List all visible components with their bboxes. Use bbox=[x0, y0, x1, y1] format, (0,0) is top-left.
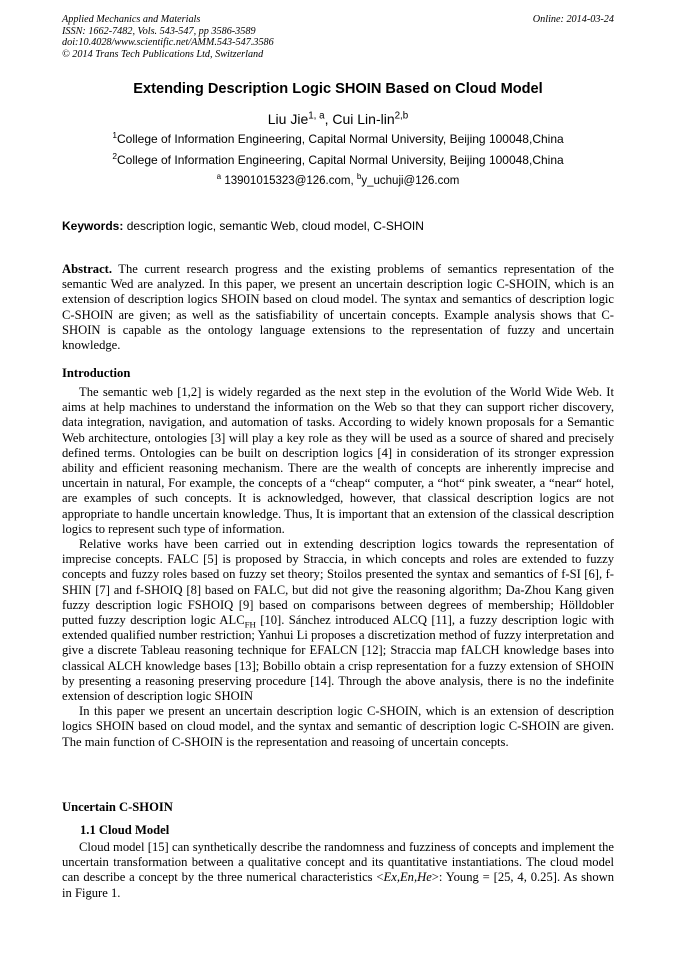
journal-header bbox=[62, 14, 614, 60]
email-a-sup: a bbox=[216, 172, 222, 182]
intro-p2-part-a: Relative works have been carried out in extending description logics towards the representation of imprecise concepts. FALC [5] is proposed by Straccia, in which concepts and roles are extended to fuzzy concepts and fuzzy roles based on fuzzy set theory; Stoilos presented the syntax and semantics of f-SI [6], f-SHIN [7] and f-SHOIQ [8] based on FALC, but did not give the reasoning algorithm; Da-Zhou Kang given fuzzy description logic FSHOIQ [9] based on comparisons between degrees of membership; Hölldobler putted fuzzy description logic ALC bbox=[62, 537, 614, 628]
doi-line: doi:10.4028/www.scientific.net/AMM.543-547.3586 bbox=[62, 37, 274, 49]
cloud-model-body bbox=[62, 840, 614, 901]
author-2: Cui Lin-lin bbox=[332, 111, 395, 127]
online-date: Online: 2014-03-24 bbox=[532, 14, 614, 25]
cloud-p-part-b: >: Young = [25, 4, 0.25]. As shown in Figure 1. bbox=[62, 870, 615, 900]
subsection-heading: 1.1 Cloud Model bbox=[80, 823, 170, 837]
intro-p2-sub: FH bbox=[244, 619, 256, 630]
abstract-label: Abstract. bbox=[62, 262, 113, 276]
intro-paragraph-3: In this paper we present an uncertain description logic C-SHOIN, which is an extension of description logics SHOIN based on cloud model, and the syntax and semantic of description logic C-SHOIN are given. The main function of C-SHOIN is the representation and reasoing of uncertain concepts. bbox=[62, 704, 614, 749]
intro-paragraph-1: The semantic web [1,2] is widely regarded as the next step in the evolution of the World Wide Web. It aims at help machines to understand the information on the Web so that they can support richer discovery, data integration, navigation, and automation of tasks. According to widely known proposals for a Semantic Web architecture, ontologies [3] will play a key role as they will be used as a source of shared and precisely defined terms. Ontologies can be built on description logics [4] in consideration of its stronger expression ability and efficient reasoning mechanism. There are the wealth of concepts are inherently imprecise and uncertain in natural, For example, the concepts of a “cheap“ computer, a “hot“ pink sweater, a “near“ hotel, are examples of such concepts. It is acknowledged, however, that classical description logics are not appropriate to handle uncertain knowledge. Thus, It is important that an extension of the classical description logics to represent such type of information. bbox=[62, 385, 614, 536]
author-separator: , bbox=[324, 111, 333, 127]
author-1-sup: 1, a bbox=[308, 110, 325, 122]
author-2-sup: 2,b bbox=[394, 110, 409, 122]
issn-line: ISSN: 1662-7482, Vols. 543-547, pp 3586-3589 bbox=[62, 25, 256, 37]
intro-p2-part-b: [10]. Sánchez introduced ALCQ [11], a fuzzy description logic with extended qualified number restriction; Yanhui Li proposes a discretization method of fuzzy interpretation and give a discrete Tableau reasoning technique for EFALCN [12]; Straccia map fALCH knowledge bases into classical ALCH knowledge bases [13]; Bobillo obtain a crisp representation for a fuzzy extension of SHOIN by presenting a reasoning preserving procedure [14]. Through the above analysis, there is no the indefinite extension of description logic SHOIN bbox=[62, 613, 615, 704]
affiliation-2 bbox=[62, 153, 614, 167]
section-heading: Uncertain C-SHOIN bbox=[62, 800, 173, 814]
author-line bbox=[62, 111, 614, 127]
paper-title: Extending Description Logic SHOIN Based on Cloud Model bbox=[133, 81, 543, 97]
cloud-model-paragraph bbox=[62, 840, 614, 901]
copyright-line: © 2014 Trans Tech Publications Ltd, Switzerland bbox=[62, 48, 264, 60]
email-b-sup: b bbox=[356, 172, 362, 182]
author-1: Liu Jie bbox=[267, 111, 309, 127]
affiliation-1-text: College of Information Engineering, Capital Normal University, Beijing 100048,China bbox=[116, 132, 564, 146]
affiliation-1-sup: 1 bbox=[112, 130, 117, 140]
affiliation-2-text: College of Information Engineering, Capital Normal University, Beijing 100048,China bbox=[116, 153, 564, 167]
keywords bbox=[62, 219, 614, 233]
email-b: y_uchuji@126.com bbox=[361, 175, 460, 187]
introduction-heading: Introduction bbox=[62, 366, 131, 380]
keywords-label: Keywords: bbox=[62, 219, 124, 233]
introduction-body bbox=[62, 385, 614, 750]
intro-paragraph-2 bbox=[62, 537, 614, 704]
email-a: 13901015323@126.com, bbox=[221, 175, 357, 187]
abstract bbox=[62, 262, 614, 353]
email-line bbox=[62, 172, 614, 187]
affiliation-1 bbox=[62, 132, 614, 146]
abstract-text: The current research progress and the existing problems of semantics representation of the semantic Wed are analyzed. In this paper, we present an uncertain description logic C-SHOIN, which is an extension of description logics SHOIN based on cloud model. The syntax and semantics of description logic C-SHOIN are given; as well as the satisfiability of uncertain concepts. Example analysis shows that C-SHOIN is capable as the ontology language extensions to the representation of fuzzy and uncertain knowledge. bbox=[62, 262, 614, 353]
cloud-p-italic: Ex,En,He bbox=[383, 870, 432, 885]
keywords-text: description logic, semantic Web, cloud model, C-SHOIN bbox=[123, 219, 424, 233]
cloud-p-part-a: Cloud model [15] can synthetically describe the randomness and fuzziness of concepts and implement the uncertain transformation between a qualitative concept and its quantitative instantiations. The cloud model can describe a concept by the three numerical characteristics < bbox=[62, 840, 614, 885]
affiliation-2-sup: 2 bbox=[112, 151, 117, 161]
journal-name: Applied Mechanics and Materials bbox=[62, 14, 201, 25]
